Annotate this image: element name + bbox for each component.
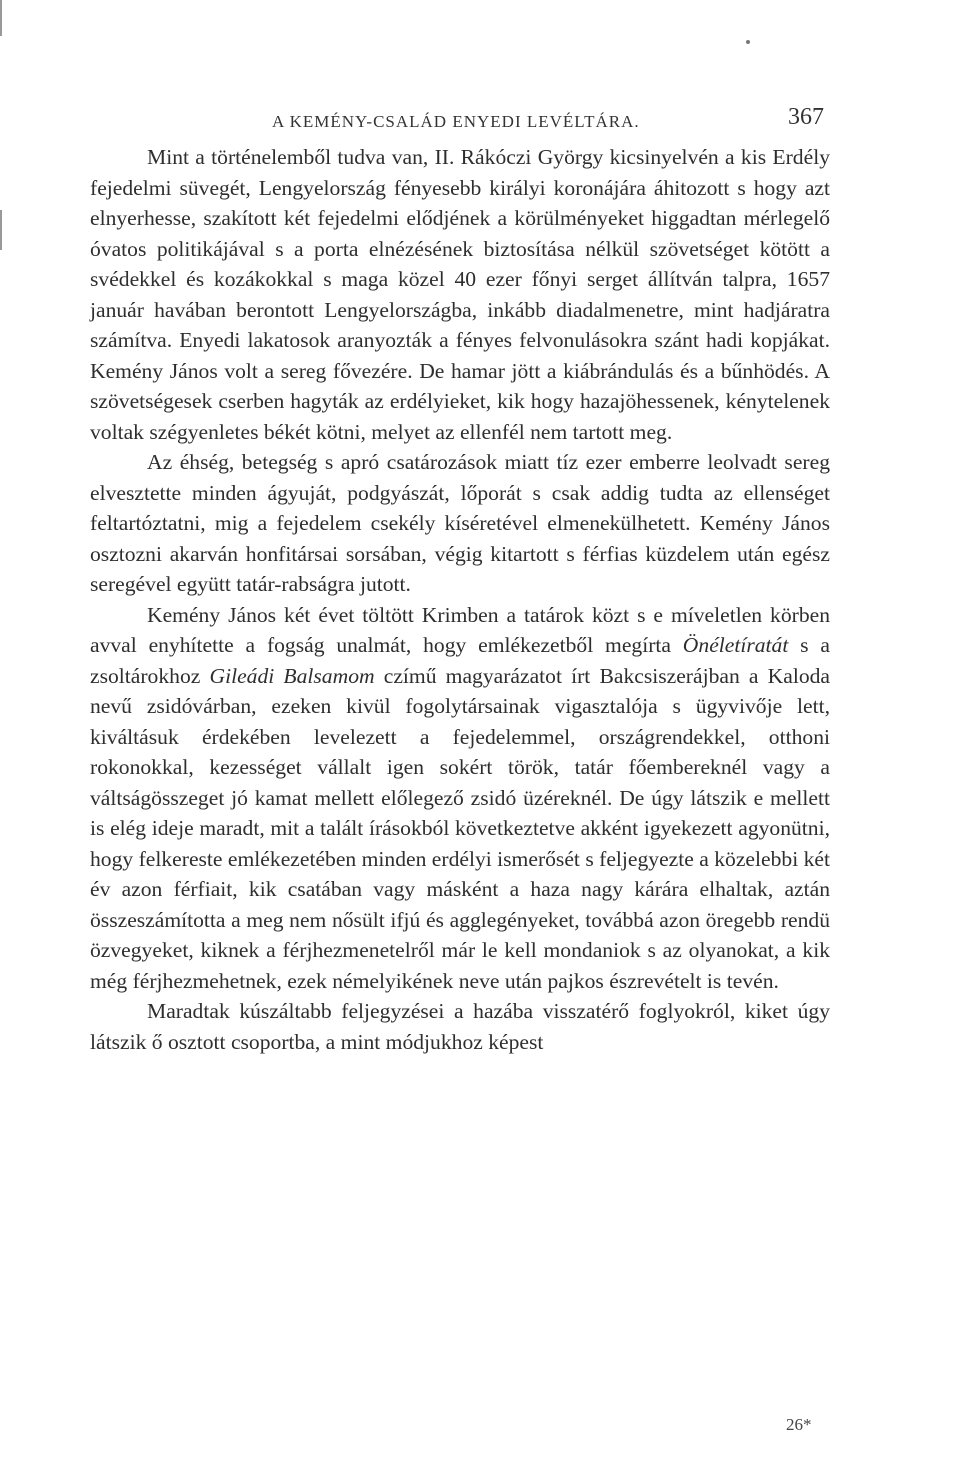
paragraph-3-text-c: czímű magyarázatot írt Bakcsiszerájban a Kaloda nevű zsidóvárban, ezeken kivül fogolytársainak vigasztalója s ügyvivője lett, kiváltásuk érdekében levelezett a fejedelemmel, országrendekkel, otthoni rokonokkal, kezességet vállalt igen sokért török, tatár főembereknél vagy a váltságösszeget jó kamat mellett előlegező zsidó üzéreknél. De úgy látszik e mellett is elég ideje maradt, mit a talált írásokból következtetve akként igyekezett agyonütni, hogy felkereste emlékezetében minden erdélyi ismerősét s feljegyezte a közelebbi két év azon férfiait, kik csatában vagy másként a haza nagy kárára elhaltak, aztán összeszámította a meg nem nősült ifjú és agglegényeket, továbbá azon öregebb rendü özvegyeket, kiknek a férjhezmenetelről már le kell mondaniok s az olyanokat, a kik még férjhezmehetnek, ezek némelyikének neve után pajkos észrevételt is tevén.: [90, 663, 830, 993]
scan-edge-mark: [0, 0, 2, 36]
paragraph-3: [90, 600, 830, 997]
paragraph-2: Az éhség, betegség s apró csatározások miatt tíz ezer emberre leolvadt sereg elvesztette minden ágyuját, podgyászát, lőporát s csak addig tudta az ellenséget feltartóztatni, mig a fejedelem csekély kíséretével elmenekülhetett. Kemény János osztozni akarván honfitársai sorsában, végig kitartott s férfias küzdelem után egész seregével együtt tatár-rabságra jutott.: [90, 450, 830, 596]
body-text: [90, 142, 830, 1057]
signature-mark: 26*: [786, 1415, 812, 1434]
scan-speck: [746, 40, 750, 44]
scan-edge-mark: [0, 210, 2, 250]
italic-title-oneletirat: Önéletíratát: [682, 633, 789, 657]
italic-title-gileadi-balsamom: Gileádi Balsamom: [209, 663, 375, 688]
paragraph-4: Maradtak kúszáltabb feljegyzései a hazába visszatérő foglyokról, kiket úgy látszik ő osztott csoportba, a mint módjukhoz képest: [90, 999, 830, 1054]
paragraph-1: Mint a történelemből tudva van, II. Rákóczi György kicsinyelvén a kis Erdély fejedelmi süvegét, Lengyelország fényesebb királyi koronájára áhitozott s hogy azt elnyerhesse, szakított két fejedelmi elődjének a körülményeket higgadtan mérlegelő óvatos politikájával s a porta elnézésének biztosítása nélkül szövetséget kötött a svédekkel és kozákokkal s maga közel 40 ezer főnyi serget állítván talpra, 1657 január havában berontott Lengyelországba, inkább diadalmenetre, mint hadjáratra számítva. Enyedi lakatosok aranyozták a fényes felvonulásokra szánt hadi kopjákat. Kemény János volt a sereg fővezére. De hamar jött a kiábrándulás és a bűnhödés. A szövetségesek cserben hagyták az erdélyieket, kik hogy hazajöhessenek, kénytelenek voltak szégyenletes békét kötni, melyet az ellenfél nem tartott meg.: [90, 145, 830, 444]
paragraph-3-text-b: s a zsoltárokhoz: [90, 633, 830, 688]
page-number: 367: [788, 104, 824, 130]
paragraph-3-text-a: Kemény János két évet töltött Krimben a tatárok közt s e míveletlen körben avval enyhítette a fogság unalmát, hogy emlékezetből megírta: [90, 602, 830, 657]
running-head: A KEMÉNY-CSALÁD ENYEDI LEVÉLTÁRA.: [272, 112, 640, 131]
